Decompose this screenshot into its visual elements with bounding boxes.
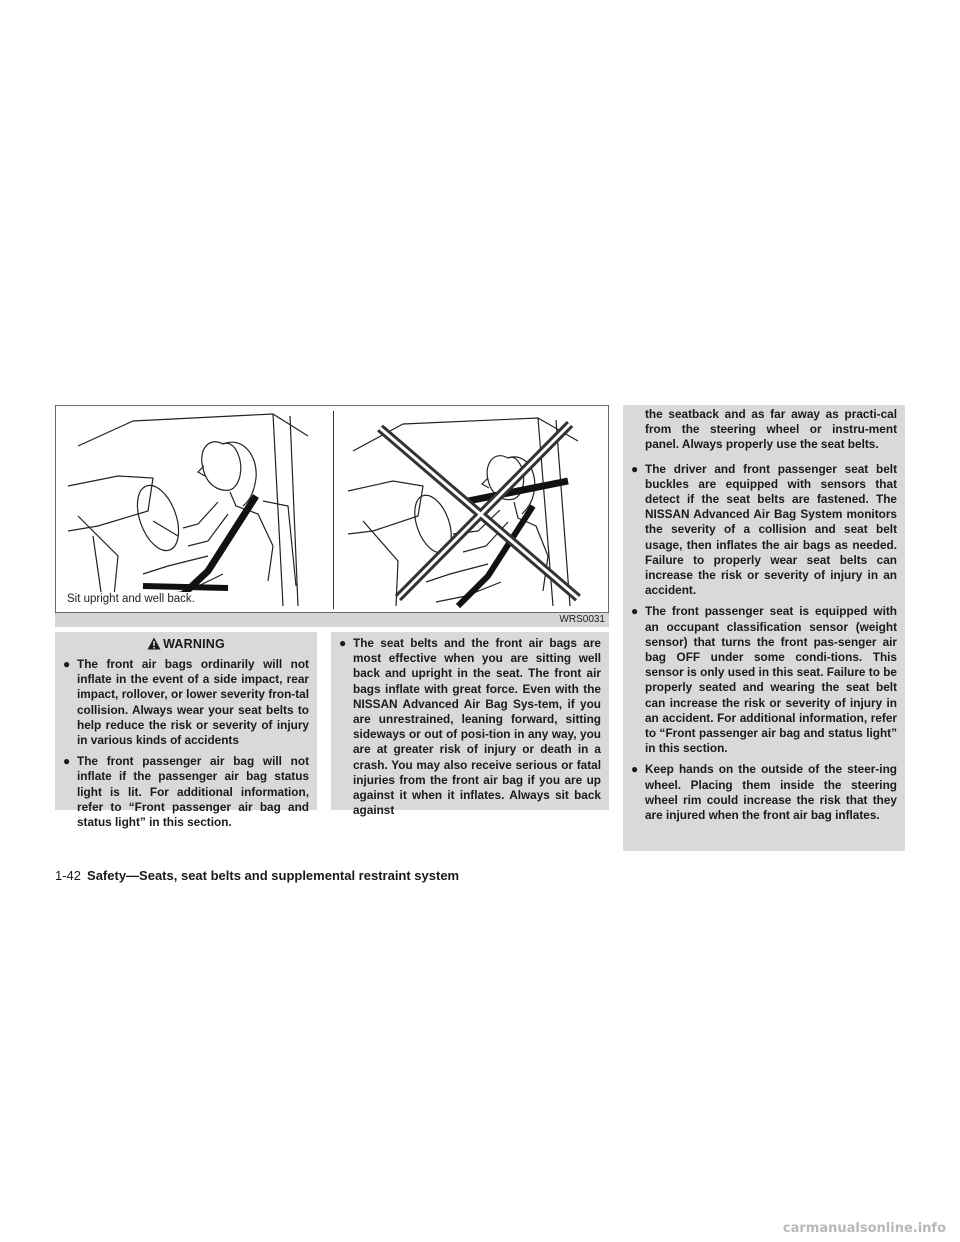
page-footer (55, 868, 459, 883)
warning-title-text: WARNING (163, 637, 225, 651)
incorrect-seating-illustration (338, 406, 606, 612)
warning-list-col3 (623, 460, 905, 824)
warning-title (55, 637, 317, 651)
warning-triangle-icon (147, 637, 161, 650)
list-item: ● The front air bags ordinarily will not inflate in the event of a side impact, rear impact, rollover, or lower severity fron-tal collision. Always wear your seat belts to help reduce the risk or severity of injury in various kinds of accidents (63, 657, 309, 748)
correct-seating-illustration (58, 406, 330, 612)
figure-code-bar (55, 613, 609, 627)
bullet-icon: ● (63, 657, 71, 671)
bullet-icon: ● (631, 604, 639, 619)
continued-text: the seatback and as far away as practi-cal from the steering wheel or instru-ment panel. Always properly use the seat belts. (645, 407, 897, 452)
warning-column-2 (331, 632, 609, 818)
list-item: ● The seat belts and the front air bags are most effective when you are sitting well back and upright in the seat. The front air bags inflate with great force. Even with the NISSAN Advanced Air Bag Sys-tem, if you are unrestrained, leaning forward, sitting sideways or out of posi-tion in any way, you are at greater risk of injury or death in a crash. You may also receive serious or fatal injuries from the front air bag if you are up against it when it inflates. Always sit back against (339, 636, 601, 818)
list-item: ● Keep hands on the outside of the steer-ing wheel. Placing them inside the steering wheel rim could increase the risk that they are injured when the front air bag inflates. (631, 762, 897, 823)
list-item: ● The front passenger air bag will not inflate if the passenger air bag status light is lit. For additional information, refer to “Front passenger air bag and status light” in this section. (63, 754, 309, 830)
warning-list-col1 (55, 657, 317, 830)
list-item: ● The driver and front passenger seat belt buckles are equipped with sensors that detect if the seat belts are fastened. The NISSAN Advanced Air Bag System monitors the severity of a collision and seat belt usage, then inflates the air bags as needed. Failure to properly wear seat belts can increase the risk or severity of injury in an accident. (631, 461, 897, 598)
section-title: Safety—Seats, seat belts and supplemental restraint system (87, 868, 460, 883)
bullet-icon: ● (339, 636, 347, 650)
figure-code: WRS0031 (559, 614, 605, 625)
illustration-figure (55, 405, 609, 613)
figure-divider (333, 411, 334, 609)
watermark: carmanualsonline.info (782, 1221, 946, 1236)
warning-column-1 (55, 632, 317, 830)
warning-list-col2 (331, 632, 609, 818)
list-item: ● The front passenger seat is equipped with an occupant classification sensor (weight sensor) that turns the front pas-senger air bag OFF under some condi-tions. This sensor is only used in this seat. Failure to be properly seated and wearing the seat belt can increase the risk or severity of injury in an accident. For additional information, refer to “Front passenger air bag and status light” in this section. (631, 604, 897, 756)
bullet-icon: ● (631, 461, 639, 476)
bullet-icon: ● (631, 762, 639, 777)
bullet-icon: ● (63, 754, 71, 769)
page-number: 1-42 (55, 868, 82, 883)
warning-column-3 (623, 405, 905, 851)
figure-caption: Sit upright and well back. (64, 592, 198, 606)
